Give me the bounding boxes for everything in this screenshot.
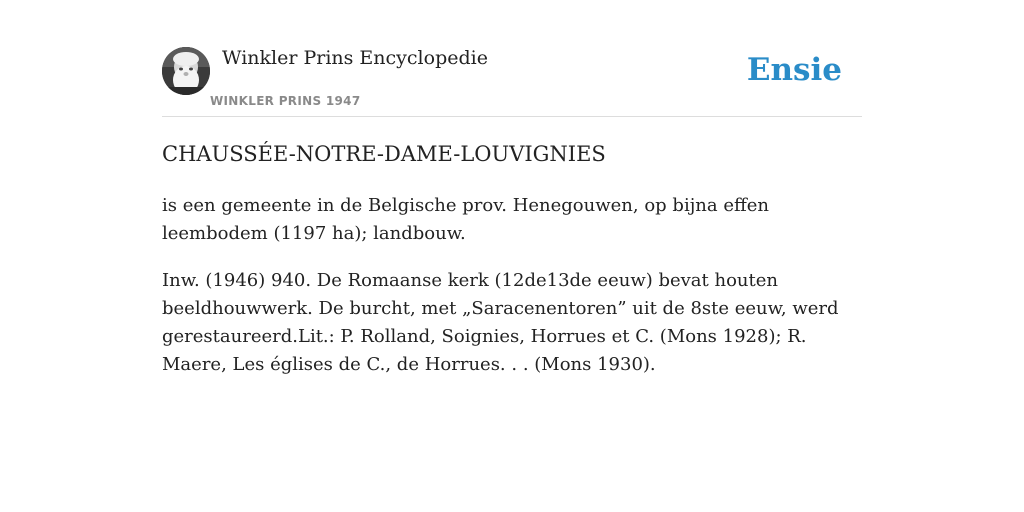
brand-logo[interactable]: Ensie <box>746 52 842 88</box>
article-paragraph-2: Inw. (1946) 940. De Romaanse kerk (12de13de eeuw) bevat houten beeldhouwwerk. De burcht, met „Saracenentoren” uit de 8ste eeuw, werd gerestaureerd.Lit.: P. Rolland, Soignies, Horrues et C. (Mons 1928); R. Maere, Les églises de C., de Horrues. . . (Mons 1930). <box>162 270 839 375</box>
source-subtitle[interactable]: WINKLER PRINS 1947 <box>210 94 361 108</box>
portrait-icon <box>162 47 210 95</box>
article-title: CHAUSSÉE-NOTRE-DAME-LOUVIGNIES <box>162 142 606 166</box>
source-title[interactable]: Winkler Prins Encyclopedie <box>222 47 488 69</box>
source-header <box>162 46 862 117</box>
article-paragraph-1: is een gemeente in de Belgische prov. Henegouwen, op bijna effen leembodem (1197 ha); landbouw. <box>162 195 770 244</box>
portrait-avatar[interactable] <box>162 47 210 95</box>
article-body <box>162 192 862 398</box>
